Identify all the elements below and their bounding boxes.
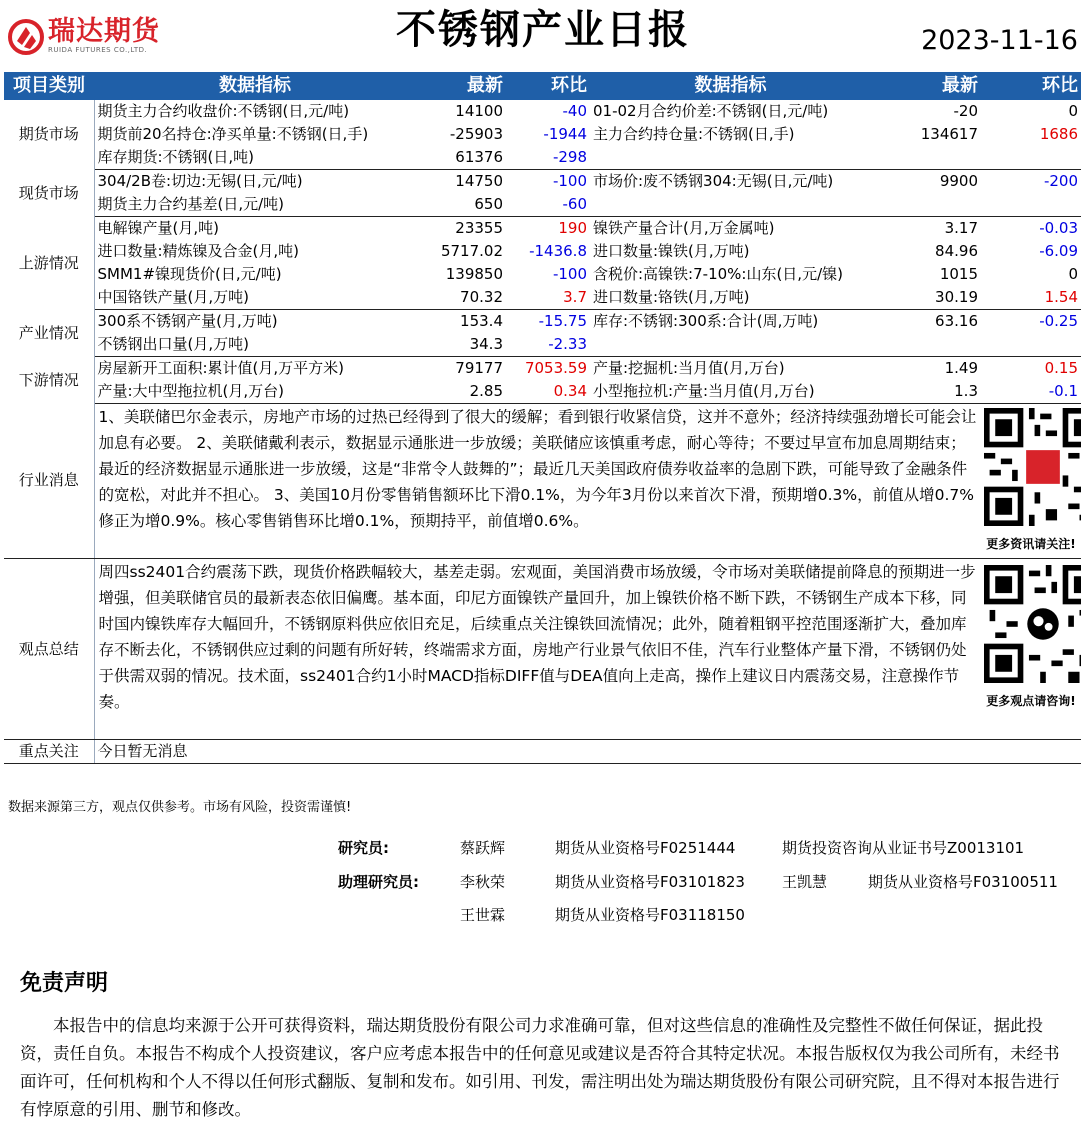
change-value: -100	[552, 172, 587, 190]
industry-news-qr-cell	[981, 404, 1081, 559]
indicator-label: 期货主力合约基差(日,元/吨)	[94, 193, 416, 217]
assistant2-cert: 期货从业资格号F03100511	[868, 873, 1058, 891]
summary-category: 观点总结	[4, 559, 94, 740]
latest-value-2: 3.17	[944, 219, 978, 237]
focus-category: 重点关注	[4, 740, 94, 764]
table-row	[4, 217, 1081, 241]
latest-value: 14100	[455, 102, 503, 120]
indicator-label-2: 镍铁产量合计(月,万金属吨)	[593, 219, 775, 237]
change-value: 3.7	[506, 286, 590, 310]
change-value: 190	[558, 219, 587, 237]
table-row	[4, 123, 1081, 146]
latest-value-2: 84.96	[935, 242, 978, 260]
indicator-label-2	[590, 333, 871, 357]
indicator-label-2: 库存:不锈钢:300系:合计(周,万吨)	[593, 312, 819, 330]
logo-name-en: RUIDA FUTURES CO.,LTD.	[48, 46, 148, 54]
latest-value-2: 1015	[939, 265, 978, 283]
report-title: 不锈钢产业日报	[396, 7, 690, 53]
summary-qr-cell	[981, 559, 1081, 740]
change-value-2: 0	[1068, 102, 1078, 120]
summary-text: 周四ss2401合约震荡下跌，现货价格跌幅较大，基差走弱。宏观面，美国消费市场放缓，令市场对美联储提前降息的预期进一步增强，但美联储官员的最新表态依旧偏鹰。基本面，印尼方面镍铁产量回升，加上镍铁价格不断下跌，不锈钢生产成本下移，同时国内镍铁库存大幅回升，不锈钢原料供应依旧充足，后续重点关注镍铁回流情况；此外，随着粗钢平控范围逐渐扩大，叠加库存不断去化，不锈钢供应过剩的问题有所好转，终端需求方面，房地产行业景气依旧不佳，汽车行业整体产量下滑，不锈钢仍处于供需双弱的情况。技术面，ss2401合约1小时MACD指标DIFF值与DEA值向上走高，操作上建议日内震荡交易，注意操作节奏。	[94, 559, 981, 740]
latest-value-2: 9900	[939, 172, 978, 190]
indicator-label-2: 进口数量:镍铁(月,万吨)	[593, 242, 750, 260]
category-cell: 下游情况	[4, 357, 94, 404]
source-note: 数据来源第三方，观点仅供参考。市场有风险，投资需谨慎!	[8, 800, 352, 815]
indicator-label: 房屋新开工面积:累计值(月,万平方米)	[97, 359, 345, 377]
industry-news-row	[4, 404, 1081, 559]
table-row	[4, 380, 1081, 404]
researcher-cert-2: 期货投资咨询从业证书号Z0013101	[782, 839, 1025, 857]
indicator-label-2: 主力合约持仓量:不锈钢(日,手)	[593, 125, 795, 143]
latest-value: 2.85	[416, 380, 506, 404]
latest-value: 34.3	[416, 333, 506, 357]
change-value-2: -0.1	[981, 380, 1081, 404]
header-latest-2: 最新	[871, 72, 981, 100]
change-value: -60	[506, 193, 590, 217]
industry-news-category: 行业消息	[4, 404, 94, 559]
latest-value: 23355	[455, 219, 503, 237]
latest-value-2: 134617	[920, 125, 978, 143]
table-row	[4, 310, 1081, 334]
wechat-qr-code-icon	[984, 565, 1081, 683]
header-change: 环比	[506, 72, 590, 100]
latest-value: 14750	[455, 172, 503, 190]
industry-news-text: 1、美联储巴尔金表示，房地产市场的过热已经得到了很大的缓解；看到银行收紧信贷，这并不意外；经济持续强劲增长可能会让加息有必要。 2、美联储戴利表示，数据显示通胀进一步放缓；美联储应该慎重考虑，耐心等待；不要过早宣布加息周期结束；最近的经济数据显示通胀进一步放缓，这是“非常令人鼓舞的”；最近几天美国政府债券收益率的急剧下跌，可能导致了金融条件的宽松，对此并不担心。 3、美国10月份零售销售额环比下滑0.1%，为今年3月份以来首次下滑，预期增0.3%，前值从增0.7%修正为增0.9%。核心零售销售环比增0.1%，预期持平，前值增0.6%。	[94, 404, 981, 559]
latest-value: 139850	[445, 265, 503, 283]
assistant3-name: 王世霖	[460, 906, 506, 924]
change-value-2: 1686	[1039, 125, 1078, 143]
industry-qr-caption: 更多资讯请关注!	[986, 537, 1076, 551]
indicator-label: 进口数量:精炼镍及合金(月,吨)	[97, 242, 300, 260]
change-value: -298	[506, 146, 590, 170]
data-table	[4, 72, 1081, 764]
category-cell: 上游情况	[4, 217, 94, 310]
assistant-label: 助理研究员:	[338, 873, 419, 891]
indicator-label-2	[590, 146, 871, 170]
change-value: 7053.59	[524, 359, 587, 377]
indicator-label-2: 含税价:高镍铁:7-10%:山东(日,元/镍)	[593, 265, 843, 283]
table-row	[4, 100, 1081, 123]
assistant3-cert: 期货从业资格号F03118150	[555, 906, 745, 924]
latest-value: -25903	[449, 125, 503, 143]
researcher-name: 蔡跃辉	[460, 839, 506, 857]
change-value: -15.75	[538, 312, 587, 330]
data-table-body	[4, 100, 1081, 404]
table-row	[4, 170, 1081, 194]
change-value-2: -0.03	[1039, 219, 1078, 237]
header-category: 项目类别	[4, 72, 94, 100]
latest-value-2	[871, 193, 981, 217]
category-cell: 产业情况	[4, 310, 94, 357]
category-cell: 期货市场	[4, 100, 94, 170]
category-cell: 现货市场	[4, 170, 94, 217]
summary-row	[4, 559, 1081, 740]
latest-value: 79177	[455, 359, 503, 377]
focus-text: 今日暂无消息	[94, 740, 1081, 764]
table-row	[4, 333, 1081, 357]
table-row	[4, 240, 1081, 263]
assistant2-name: 王凯慧	[782, 873, 828, 891]
change-value-2: -200	[1043, 172, 1078, 190]
change-value-2: 0	[1068, 265, 1078, 283]
summary-qr-caption: 更多观点请咨询!	[986, 694, 1076, 708]
latest-value-2: 63.16	[935, 312, 978, 330]
indicator-label: 产量:大中型拖拉机(月,万台)	[94, 380, 416, 404]
latest-value-2: 30.19	[871, 286, 981, 310]
latest-value-2	[871, 146, 981, 170]
latest-value-2	[871, 333, 981, 357]
latest-value: 61376	[416, 146, 506, 170]
latest-value: 153.4	[460, 312, 503, 330]
indicator-label-2: 进口数量:铬铁(月,万吨)	[590, 286, 871, 310]
indicator-label-2: 产量:挖掘机:当月值(月,万台)	[593, 359, 785, 377]
header-change-2: 环比	[981, 72, 1081, 100]
table-row	[4, 263, 1081, 286]
disclaimer-body: 本报告中的信息均来源于公开可获得资料，瑞达期货股份有限公司力求准确可靠，但对这些信息的准确性及完整性不做任何保证，据此投资，责任自负。本报告不构成个人投资建议，客户应考虑本报告中的任何意见或建议是否符合其特定状况。本报告版权仅为我公司所有，未经书面许可，任何机构和个人不得以任何形式翻版、复制和发布。如引用、刊发，需注明出处为瑞达期货股份有限公司研究院，且不得对本报告进行有悖原意的引用、删节和修改。	[20, 1016, 1060, 1119]
change-value: -2.33	[506, 333, 590, 357]
indicator-label: SMM1#镍现货价(日,元/吨)	[97, 265, 282, 283]
report-header	[0, 0, 1086, 70]
indicator-label: 期货前20名持仓:净买单量:不锈钢(日,手)	[97, 125, 369, 143]
assistant1-name: 李秋荣	[460, 873, 506, 891]
latest-value-2: -20	[953, 102, 978, 120]
change-value-2: -6.09	[1039, 242, 1078, 260]
change-value: 0.34	[506, 380, 590, 404]
assistant1-cert: 期货从业资格号F03101823	[555, 873, 745, 891]
change-value: -1944	[543, 125, 587, 143]
table-row	[4, 286, 1081, 310]
change-value-2: 1.54	[981, 286, 1081, 310]
latest-value-2: 1.3	[871, 380, 981, 404]
indicator-label: 库存期货:不锈钢(日,吨)	[94, 146, 416, 170]
table-row	[4, 146, 1081, 170]
table-header-row	[4, 72, 1081, 100]
change-value-2	[981, 146, 1081, 170]
change-value-2: 0.15	[1044, 359, 1078, 377]
indicator-label: 电解镍产量(月,吨)	[97, 219, 219, 237]
latest-value: 650	[416, 193, 506, 217]
report-date: 2023-11-16	[921, 25, 1078, 56]
indicator-label: 不锈钢出口量(月,万吨)	[94, 333, 416, 357]
indicator-label: 304/2B卷:切边:无锡(日,元/吨)	[97, 172, 303, 190]
qr-code-icon	[984, 408, 1081, 526]
indicator-label-2: 01-02月合约价差:不锈钢(日,元/吨)	[593, 102, 829, 120]
header-latest: 最新	[416, 72, 506, 100]
change-value-2	[981, 193, 1081, 217]
indicator-label: 中国铬铁产量(月,万吨)	[94, 286, 416, 310]
disclaimer-title: 免责声明	[20, 971, 109, 996]
researcher-cert: 期货从业资格号F0251444	[555, 839, 736, 857]
indicator-label-2: 小型拖拉机:产量:当月值(月,万台)	[590, 380, 871, 404]
change-value: -40	[562, 102, 587, 120]
header-indicator: 数据指标	[94, 72, 416, 100]
table-row	[4, 357, 1081, 381]
change-value: -1436.8	[529, 242, 587, 260]
latest-value-2: 1.49	[944, 359, 978, 377]
change-value-2: -0.25	[1039, 312, 1078, 330]
researcher-label: 研究员:	[338, 839, 389, 857]
change-value-2	[981, 333, 1081, 357]
header-indicator-2: 数据指标	[590, 72, 871, 100]
latest-value: 5717.02	[440, 242, 503, 260]
change-value: -100	[552, 265, 587, 283]
table-row	[4, 193, 1081, 217]
focus-row	[4, 740, 1081, 764]
indicator-label: 300系不锈钢产量(月,万吨)	[97, 312, 278, 330]
latest-value: 70.32	[416, 286, 506, 310]
logo-name-cn: 瑞达期货	[48, 16, 160, 47]
indicator-label-2: 市场价:废不锈钢304:无锡(日,元/吨)	[593, 172, 834, 190]
indicator-label: 期货主力合约收盘价:不锈钢(日,元/吨)	[97, 102, 350, 120]
indicator-label-2	[590, 193, 871, 217]
